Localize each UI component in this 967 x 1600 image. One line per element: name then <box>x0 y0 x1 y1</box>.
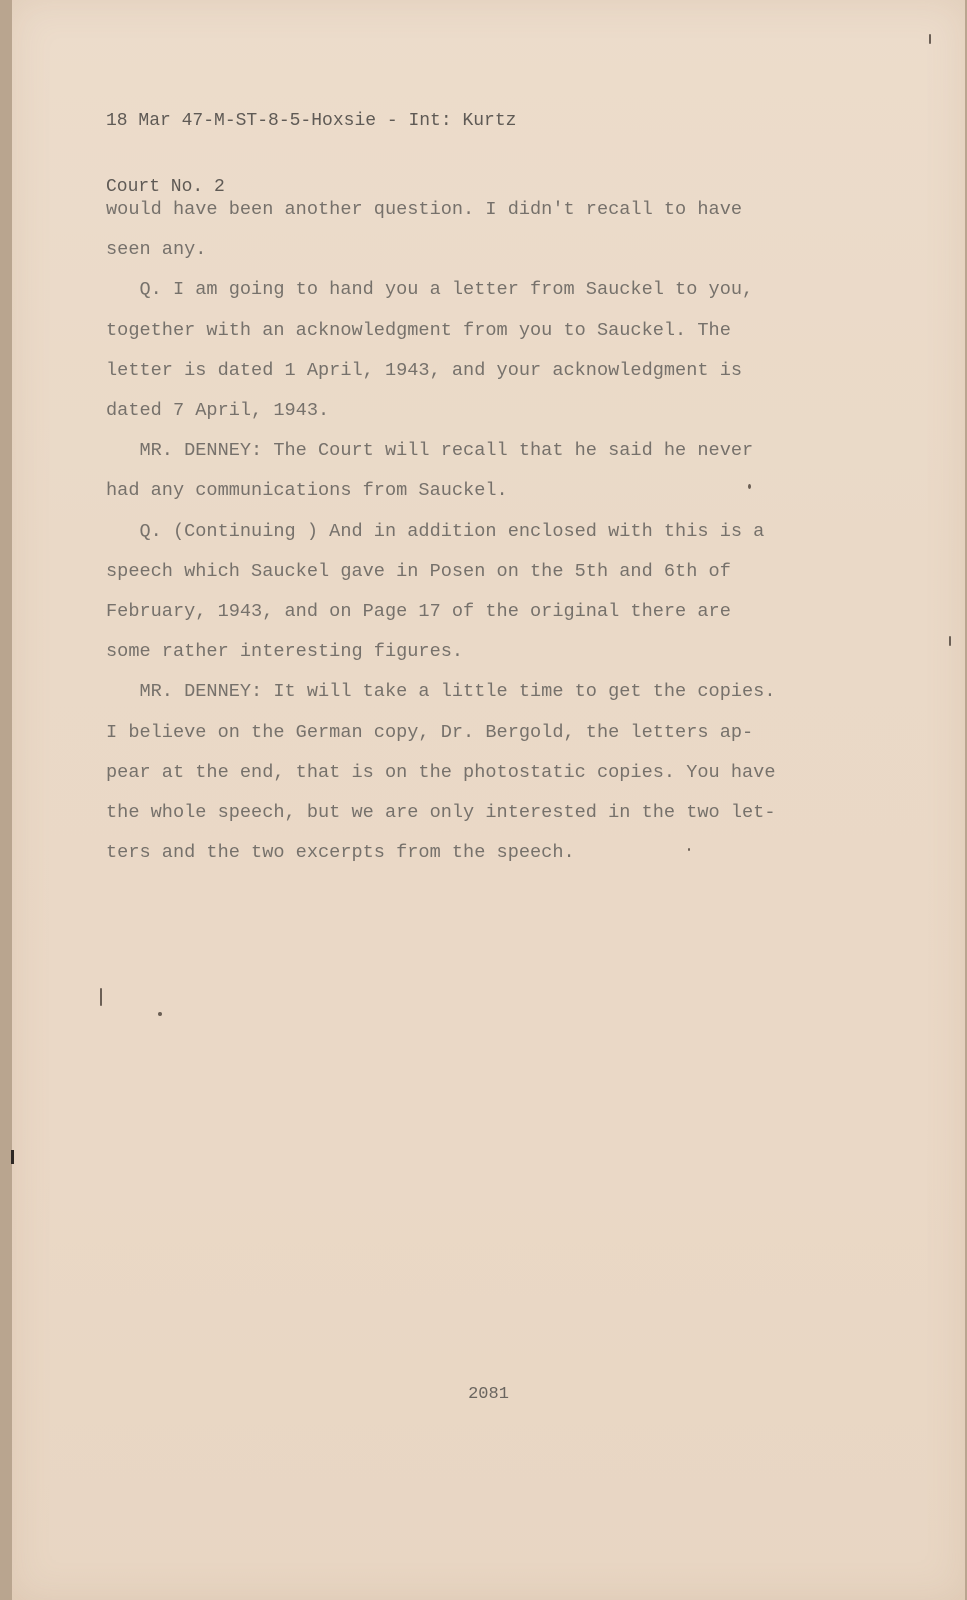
header-line-2: Court No. 2 <box>106 177 225 197</box>
body-line: the whole speech, but we are only interested in the two let- <box>106 802 776 824</box>
header-line-1: 18 Mar 47-M-ST-8-5-Hoxsie - Int: Kurtz <box>106 111 517 131</box>
page-number: 2081 <box>468 1385 509 1404</box>
body-line: February, 1943, and on Page 17 of the original there are <box>106 601 731 623</box>
body-line: Q. I am going to hand you a letter from Sauckel to you, <box>106 279 754 301</box>
body-line: Q. (Continuing ) And in addition enclosed with this is a <box>106 520 765 542</box>
body-line: had any communications from Sauckel. <box>106 480 508 502</box>
body-line: some rather interesting figures. <box>106 641 464 663</box>
paper-speck <box>748 484 751 489</box>
body-line: speech which Sauckel gave in Posen on the 5th and 6th of <box>106 560 731 582</box>
transcript-body <box>106 190 846 873</box>
paper-speck <box>100 988 102 1006</box>
paper-speck <box>929 34 931 44</box>
body-line: letter is dated 1 April, 1943, and your acknowledgment is <box>106 359 743 381</box>
body-line: would have been another question. I didn't recall to have <box>106 199 743 220</box>
body-line: seen any. <box>106 239 207 261</box>
document-page <box>12 0 965 1600</box>
edge-mark <box>11 1150 14 1164</box>
body-line: I believe on the German copy, Dr. Bergold, the letters ap- <box>106 721 754 743</box>
body-line: together with an acknowledgment from you to Sauckel. The <box>106 319 731 341</box>
paper-speck <box>158 1012 162 1016</box>
body-line: ters and the two excerpts from the speech. <box>106 842 575 864</box>
body-line: MR. DENNEY: The Court will recall that he said he never <box>106 440 754 462</box>
body-line: dated 7 April, 1943. <box>106 400 330 422</box>
paper-speck <box>688 848 690 851</box>
body-line: pear at the end, that is on the photostatic copies. You have <box>106 761 776 783</box>
body-line: MR. DENNEY: It will take a little time to get the copies. <box>106 681 776 703</box>
paper-speck <box>949 636 951 646</box>
